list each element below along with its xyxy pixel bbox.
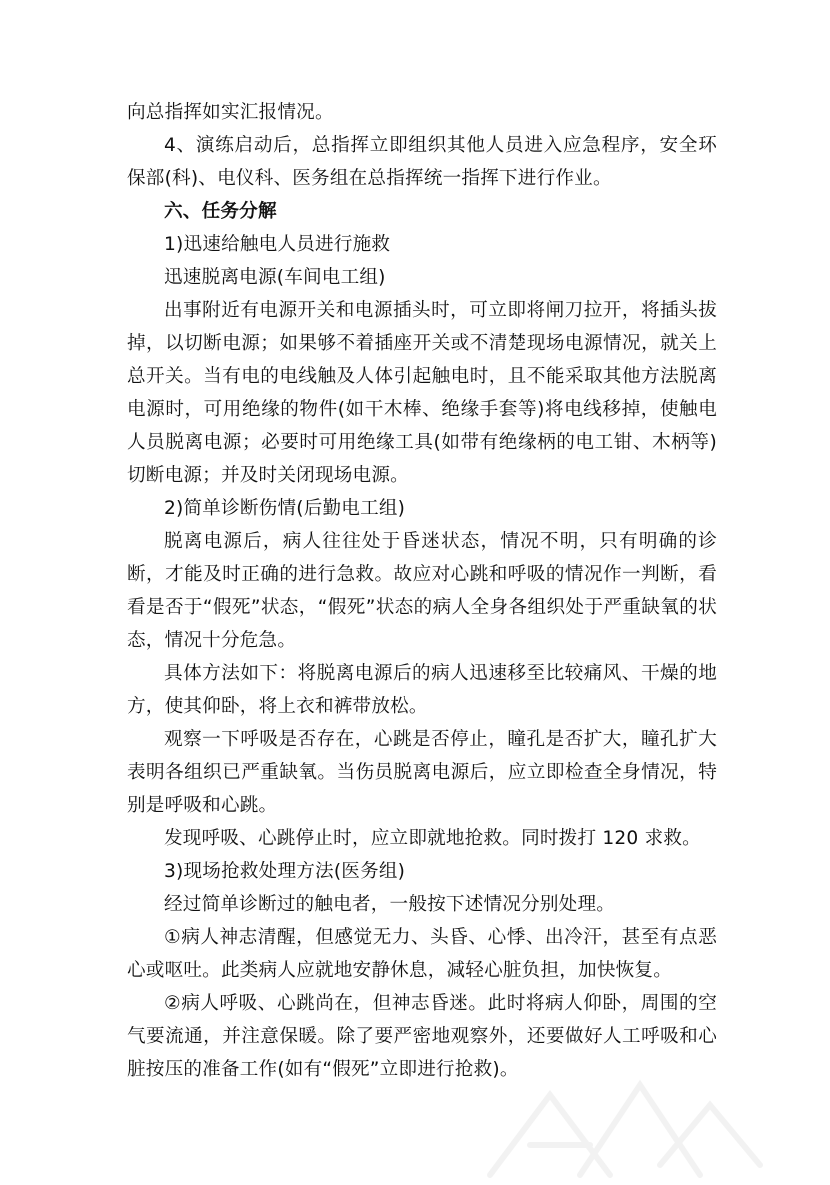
document-body: [127, 96, 717, 1086]
paragraph-observe: 观察一下呼吸是否存在，心跳是否停止，瞳孔是否扩大，瞳孔扩大表明各组织已严重缺氧。当伤员脱离电源后，应立即检查全身情况，特别是呼吸和心跳。: [127, 729, 717, 816]
subheading-onsite-rescue: 3)现场抢救处理方法(医务组): [164, 861, 406, 882]
paragraph-report-situation: 向总指挥如实汇报情况。: [127, 102, 334, 123]
paragraph-specific-method: 具体方法如下：将脱离电源后的病人迅速移至比较痛风、干燥的地方，使其仰卧，将上衣和裤带放松。: [127, 663, 717, 717]
paragraph-call-120: 发现呼吸、心跳停止时，应立即就地抢救。同时拨打 120 求救。: [164, 828, 701, 849]
paragraph-cut-power-method: 出事附近有电源开关和电源插头时，可立即将闸刀拉开，将插头拔掉，以切断电源；如果够不着插座开关或不清楚现场电源情况，就关上总开关。当有电的电线触及人体引起触电时，且不能采取其他方法脱离电源时，可用绝缘的物件(如干木棒、绝缘手套等)将电线移掉，使触电人员脱离电源；必要时可用绝缘工具(如带有绝缘柄的电工钳、木柄等)切断电源；并及时关闭现场电源。: [127, 300, 717, 486]
watermark-graphic: [470, 1055, 770, 1185]
subheading-rescue-victim: 1)迅速给触电人员进行施救: [164, 234, 391, 255]
paragraph-case-1: ①病人神志清醒，但感觉无力、头昏、心悸、出冷汗，甚至有点恶心或呕吐。此类病人应就地安静休息，减轻心脏负担，加快恢复。: [127, 927, 717, 981]
subheading-cut-power: 迅速脱离电源(车间电工组): [164, 267, 386, 288]
subheading-diagnosis: 2)简单诊断伤情(后勤电工组): [164, 498, 406, 519]
paragraph-diagnosis: 脱离电源后，病人往往处于昏迷状态，情况不明，只有明确的诊断，才能及时正确的进行急救。故应对心跳和呼吸的情况作一判断，看看是否于“假死”状态，“假死”状态的病人全身各组织处于严重缺氧的状态，情况十分危急。: [127, 531, 717, 651]
paragraph-case-2: ②病人呼吸、心跳尚在，但神志昏迷。此时将病人仰卧，周围的空气要流通，并注意保暖。除了要严密地观察外，还要做好人工呼吸和心脏按压的准备工作(如有“假死”立即进行抢救)。: [127, 993, 717, 1080]
paragraph-drill-start: 4、演练启动后，总指挥立即组织其他人员进入应急程序，安全环保部(科)、电仪科、医务组在总指挥统一指挥下进行作业。: [127, 135, 717, 189]
section-heading-task-breakdown: 六、任务分解: [164, 201, 277, 222]
paragraph-handling-intro: 经过简单诊断过的触电者，一般按下述情况分别处理。: [164, 894, 616, 915]
